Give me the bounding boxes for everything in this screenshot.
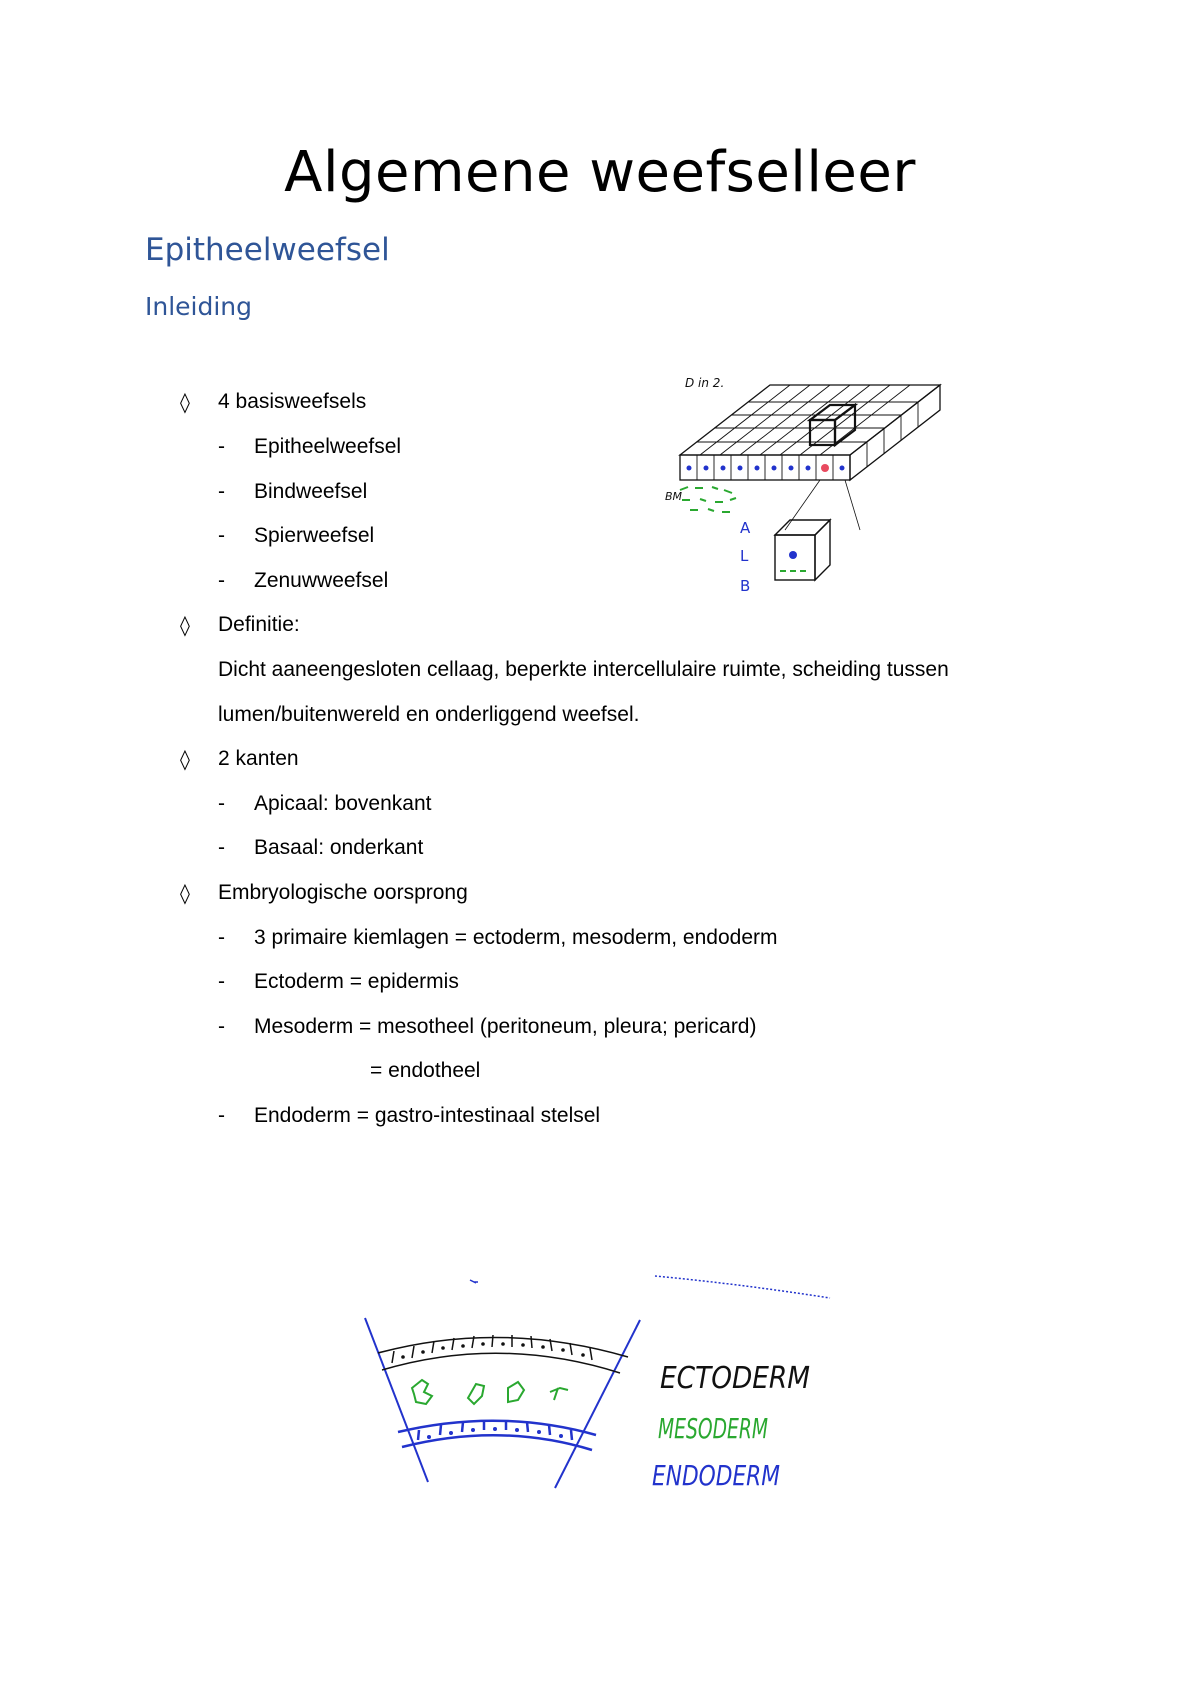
dash-marker: -: [218, 524, 225, 547]
sketch-label-top: D in 2.: [685, 376, 725, 390]
dash-marker: -: [218, 836, 225, 859]
diamond-bullet-icon: ◊: [180, 390, 190, 414]
dash-marker: -: [218, 792, 225, 815]
document-title: Algemene weefselleer: [284, 140, 916, 205]
germ-layers-sketch: [360, 1270, 820, 1500]
dash-marker: -: [218, 970, 225, 993]
dash-marker: -: [218, 1015, 225, 1038]
list-item-apicaal: Apicaal: bovenkant: [254, 792, 432, 815]
diamond-bullet-icon: ◊: [180, 747, 190, 771]
list-item-kiemlagen: 3 primaire kiemlagen = ectoderm, mesoderm, endoderm: [254, 926, 778, 949]
definition-text-line-1: Dicht aaneengesloten cellaag, beperkte intercellulaire ruimte, scheiding tussen: [218, 658, 949, 681]
dash-marker: -: [218, 480, 225, 503]
bullet-2-kanten: 2 kanten: [218, 747, 299, 770]
dash-marker: -: [218, 569, 225, 592]
list-item-basaal: Basaal: onderkant: [254, 836, 424, 859]
label-mesoderm: MESODERM: [658, 1412, 768, 1445]
dash-marker: -: [218, 926, 225, 949]
bullet-definitie: Definitie:: [218, 613, 300, 636]
label-ectoderm: ECTODERM: [660, 1361, 811, 1396]
sketch-label-bm: BM: [665, 490, 683, 503]
definition-text-line-2: lumen/buitenwereld en onderliggend weefsel.: [218, 703, 640, 726]
label-endoderm: ENDODERM: [652, 1459, 780, 1492]
bullet-basisweefsels: 4 basisweefsels: [218, 390, 367, 413]
list-item-ectoderm: Ectoderm = epidermis: [254, 970, 459, 993]
heading-epitheelweefsel: Epitheelweefsel: [145, 232, 390, 268]
diamond-bullet-icon: ◊: [180, 881, 190, 905]
dash-marker: -: [218, 1104, 225, 1127]
list-item-bindweefsel: Bindweefsel: [254, 480, 368, 503]
axis-label-b: B: [740, 577, 751, 595]
list-item-spierweefsel: Spierweefsel: [254, 524, 375, 547]
epithelium-sheet-sketch: [660, 375, 960, 600]
list-item-epitheelweefsel: Epitheelweefsel: [254, 435, 402, 458]
list-item-endotheel: = endotheel: [370, 1059, 481, 1082]
list-item-mesoderm: Mesoderm = mesotheel (peritoneum, pleura; pericard): [254, 1015, 757, 1038]
list-item-endoderm: Endoderm = gastro-intestinaal stelsel: [254, 1104, 601, 1127]
list-item-zenuwweefsel: Zenuwweefsel: [254, 569, 389, 592]
dash-marker: -: [218, 435, 225, 458]
bullet-embryologische-oorsprong: Embryologische oorsprong: [218, 881, 468, 904]
axis-label-l: L: [740, 547, 749, 565]
diamond-bullet-icon: ◊: [180, 613, 190, 637]
heading-inleiding: Inleiding: [145, 292, 253, 321]
axis-label-a: A: [740, 519, 751, 537]
